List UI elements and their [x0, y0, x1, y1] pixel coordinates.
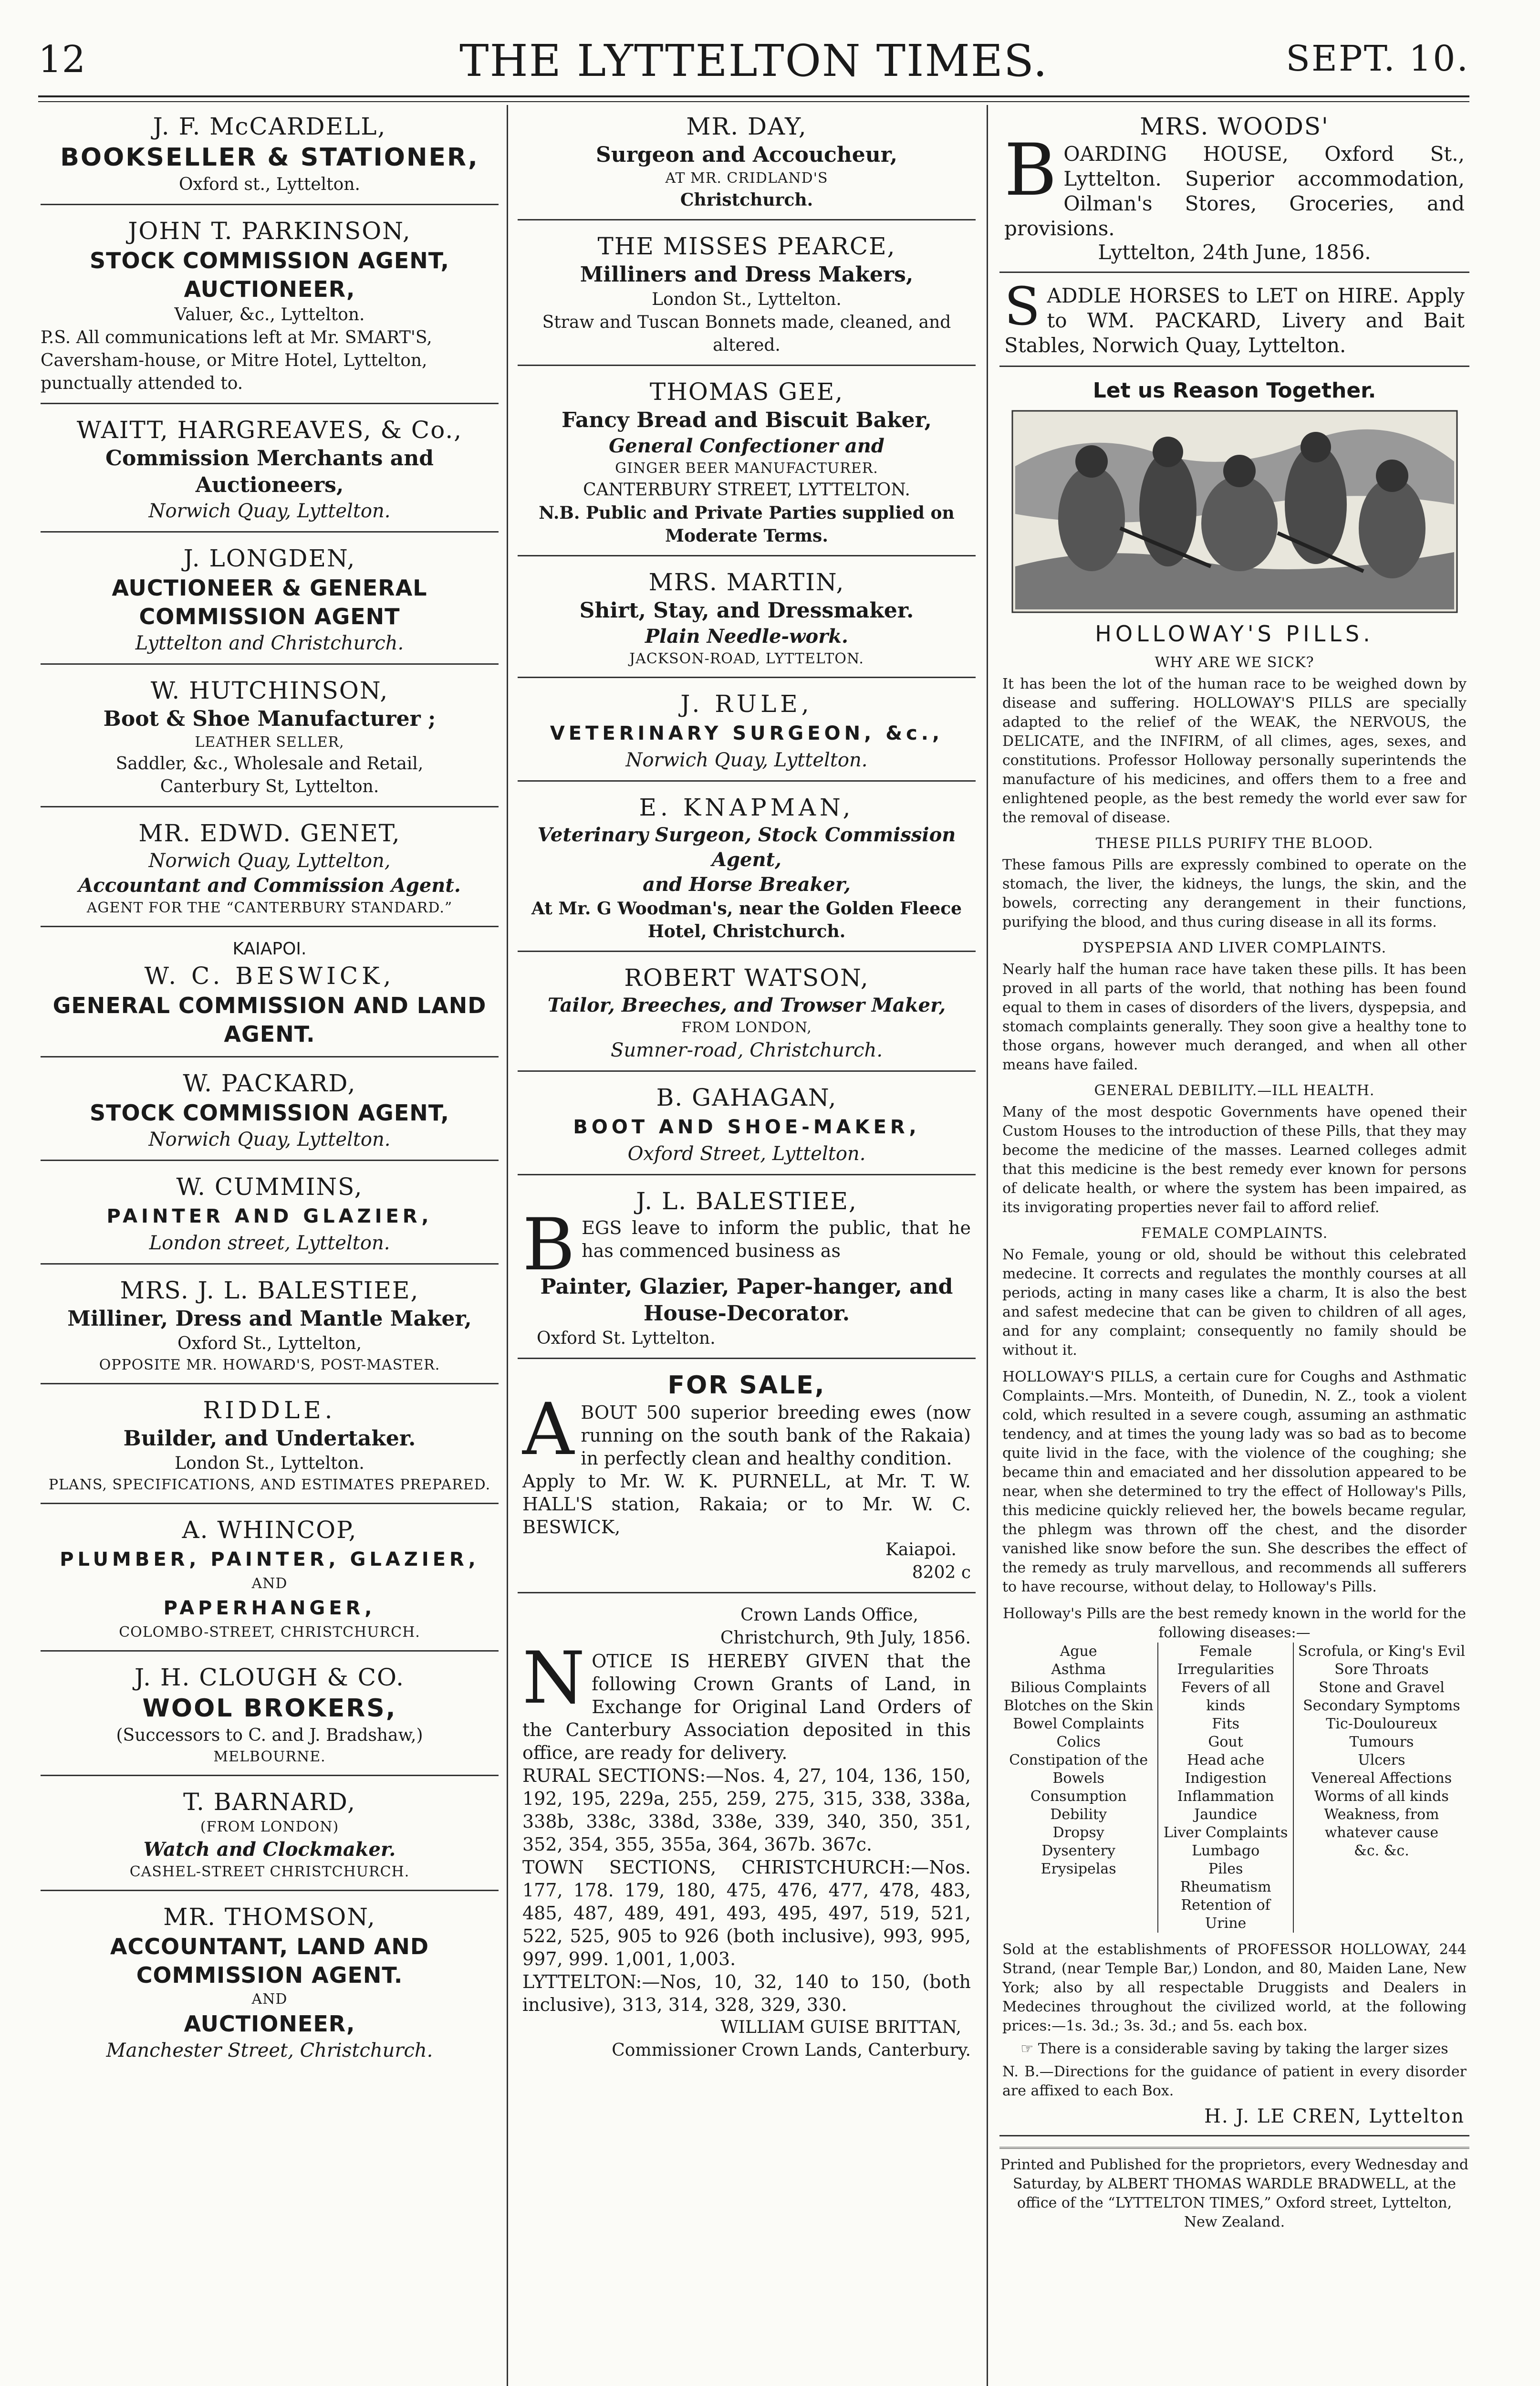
disease-item: Blotches on the Skin — [1003, 1697, 1154, 1714]
disease-item: Scrofula, or King's Evil — [1298, 1643, 1466, 1660]
ad-address: Lyttelton and Christchurch. — [135, 632, 404, 654]
notice-office: Crown Lands Office, — [740, 1605, 918, 1625]
diseases-intro: Holloway's Pills are the best remedy known in the world for the following diseases:— — [1003, 1605, 1466, 1641]
disease-item: Head ache — [1186, 1752, 1265, 1769]
disease-item: Weakness, from whatever cause — [1324, 1806, 1439, 1841]
ad-genet — [41, 814, 499, 927]
ad-balestiee-mrs — [41, 1271, 499, 1384]
ad-trade: Veterinary Surgeon, Stock Commission Agent, — [537, 824, 956, 871]
ad-name: MR. DAY, — [686, 113, 807, 140]
ad-riddle — [41, 1391, 499, 1504]
section-text: These famous Pills are expressly combined to operate on the stomach, the liver, the kidneys, the lungs, the skin, and the bowels, correcting any derangement in their functions, purifying the blood, and thus curing disease in all its forms. — [1002, 857, 1467, 931]
ad-name: J. F. McCARDELL, — [153, 113, 386, 140]
ad-line: AGENT FOR THE “CANTERBURY STANDARD.” — [86, 900, 453, 916]
drop-cap: N — [522, 1637, 585, 1720]
ad-name: J. H. CLOUGH & CO. — [135, 1664, 405, 1691]
notice-town: TOWN SECTIONS, CHRISTCHURCH:—Nos. 177, 178. 179, 180, 475, 476, 477, 478, 483, 485, 487, 489, 491, 493, 495, 497, 519, 521, 522, 525, 905 to 926 (both inclusive), 993, 995, 997, 999. 1,001, 1,003. — [522, 1857, 971, 1969]
ad-cummins — [41, 1168, 499, 1265]
ad-date: Lyttelton, 24th June, 1856. — [1098, 241, 1371, 264]
ad-text: OARDING HOUSE, Oxford St., Lyttelton. Superior accommodation, Oilman's Stores, Groceries, and provisions. — [1004, 142, 1465, 240]
ad-name: W. PACKARD, — [183, 1069, 356, 1097]
disease-item: Fevers of all kinds — [1181, 1679, 1270, 1714]
printer-imprint: Printed and Published for the proprietors, every Wednesday and Saturday, by ALBERT THOMAS WARDLE BRADWELL, at the office of the “LYTTELTON TIMES,” Oxford street, Lyttelton, New Zealand. — [999, 2147, 1469, 2232]
ad-trade: BOOKSELLER & STATIONER, — [60, 143, 479, 172]
ad-name: MRS. WOODS' — [1140, 113, 1329, 140]
disease-item: Constipation of the Bowels — [1009, 1752, 1148, 1787]
ad-address: JACKSON-ROAD, LYTTELTON. — [629, 650, 864, 667]
ad-trade-2: PAPERHANGER, — [163, 1597, 376, 1619]
ad-martin — [518, 563, 976, 678]
ad-trade: Shirt, Stay, and Dressmaker. — [579, 598, 914, 623]
ad-name: J. LONGDEN, — [183, 544, 356, 572]
ad-clough — [41, 1658, 499, 1776]
disease-item: Stone and Gravel — [1319, 1679, 1445, 1696]
ad-longden — [41, 539, 499, 665]
ad-line: Plain Needle-work. — [645, 625, 848, 648]
ad-text: EGS leave to inform the public, that he has commenced business as — [582, 1217, 971, 1261]
disease-item: Venereal Affections — [1311, 1770, 1452, 1787]
sales-text: Sold at the establishments of PROFESSOR HOLLOWAY, 244 Strand, (near Temple Bar,) London, and 80, Maiden Lane, New York; also by all respectable Druggists and Dealers in Medecines throughout the civilized world, at the following prices:—1s. 3d.; 3s. 3d.; and 5s. each box. — [1002, 1941, 1467, 2034]
ad-body — [999, 129, 1469, 241]
ad-address: CANTERBURY STREET, LYTTELTON. — [583, 480, 910, 500]
ad-mccardell — [41, 107, 499, 205]
agent-name: H. J. LE CREN, Lyttelton — [1204, 2105, 1465, 2127]
disease-item: Dropsy — [1052, 1824, 1104, 1841]
ad-line: FROM LONDON, — [681, 1019, 812, 1036]
ad-address: Norwich Quay, Lyttelton. — [148, 500, 391, 522]
ad-text: BOUT 500 superior breeding ewes (now running on the south bank of the Rakaia) in perfectly clean and healthy condition. — [581, 1402, 971, 1469]
ad-trade-2: Valuer, &c., Lyttelton. — [174, 305, 365, 324]
ad-trade: STOCK COMMISSION AGENT, AUCTIONEER, — [89, 248, 450, 302]
ad-and: AND — [251, 1575, 288, 1592]
section-text: It has been the lot of the human race to be weighed down by disease and suffering. HOLLOWAY'S PILLS are specially adapted to the relief of the WEAK, the NERVOUS, the DELICATE, and the INFIRM, of all climes, ages, sexes, and constitutions. Professor Holloway personally superintends the manufacture of his medicines, and offers them to a free and enlightened people, as the best remedy the world ever saw for the removal of disease. — [1002, 676, 1467, 826]
disease-item: &c. &c. — [1354, 1842, 1409, 1859]
saving-note — [999, 2040, 1469, 2059]
ad-address: Norwich Quay, Lyttelton. — [148, 1129, 391, 1151]
ad-gee — [518, 373, 976, 556]
diseases-column-c — [1293, 1643, 1469, 1933]
disease-item: Bowel Complaints — [1013, 1716, 1145, 1732]
disease-item: Colics — [1056, 1734, 1101, 1750]
disease-item: Consumption — [1030, 1788, 1127, 1805]
ad-name: T. BARNARD, — [183, 1788, 356, 1816]
ad-heading: FOR SALE, — [667, 1371, 826, 1400]
section-text: Many of the most despotic Governments have opened their Custom Houses to the introduction of these Pills, that they may become the medicine of the masses. Learned colleges admit that this medicine is the best remedy ever known for persons of delicate health, or where the system has been impaired, as its invigorating properties never fail to afford relief. — [1002, 1104, 1467, 1216]
issue-date: SEPT. 10. — [1286, 38, 1469, 79]
ad-line: and Horse Breaker, — [643, 873, 851, 896]
ad-name: W. CUMMINS, — [176, 1173, 363, 1201]
ad-name: MRS. J. L. BALESTIEE, — [120, 1277, 419, 1304]
ad-name: ROBERT WATSON, — [624, 964, 869, 992]
ad-balestiee — [518, 1182, 976, 1359]
ad-line: (Successors to C. and J. Bradshaw,) — [116, 1726, 423, 1745]
disease-item: Female Irregularities — [1177, 1643, 1274, 1678]
ad-rule — [518, 685, 976, 782]
ad-body — [518, 1203, 976, 1287]
ad-trade: Tailor, Breeches, and Trowser Maker, — [547, 994, 946, 1016]
ad-trade: GENERAL COMMISSION AND LAND AGENT. — [52, 993, 487, 1047]
ad-waitt — [41, 411, 499, 533]
disease-item: Debility — [1050, 1806, 1107, 1823]
ad-name: W. HUTCHINSON, — [150, 677, 389, 704]
ad-line-2: Saddler, &c., Wholesale and Retail, — [115, 754, 424, 774]
notice-rural: RURAL SECTIONS:—Nos. 4, 27, 104, 136, 150, 192, 195, 229a, 255, 259, 275, 315, 338, 338a, 338b, 338c, 338d, 338e, 339, 340, 350, 351, 352, 354, 355, 355a, 364, 367b. 367c. — [522, 1765, 971, 1855]
disease-item: Indigestion — [1185, 1770, 1267, 1787]
ad-trade: Surgeon and Accoucheur, — [595, 143, 898, 167]
ad-address: London St., Lyttelton. — [652, 290, 842, 309]
ad-gahagan — [518, 1078, 976, 1175]
disease-item: Asthma — [1051, 1661, 1106, 1678]
ad-name: B. GAHAGAN, — [656, 1084, 837, 1111]
ad-address: Norwich Quay, Lyttelton. — [625, 749, 868, 771]
disease-item: Retention of Urine — [1181, 1897, 1270, 1932]
ad-and: AND — [251, 1991, 288, 2008]
ad-pearce — [518, 227, 976, 366]
newspaper-title: THE LYTTELTON TIMES. — [459, 35, 1048, 86]
pointing-hand-icon: ☞ — [1020, 2041, 1034, 2057]
ad-body — [999, 276, 1469, 358]
ad-name: MR. THOMSON, — [163, 1903, 376, 1931]
section-text: No Female, young or old, should be without this celebrated medecine. It corrects and regulates the monthly courses at all periods, acting in many cases like a charm, It is also the best and safest medecine that can be given to children of all ages, and for any complaint; consequently no family should be without it. — [1002, 1246, 1467, 1359]
ad-body — [518, 1388, 976, 1471]
ad-address: London St., Lyttelton. — [175, 1454, 364, 1473]
ad-trade: BOOT AND SHOE-MAKER, — [573, 1116, 920, 1138]
notice-text: OTICE IS HEREBY GIVEN that the following Crown Grants of Land, in Exchange for Original Land Orders of the Canterbury Association deposited in this office, are ready for delivery. — [522, 1651, 971, 1763]
disease-item: Fits — [1212, 1716, 1240, 1732]
ad-address: London street, Lyttelton. — [149, 1232, 390, 1254]
disease-item: Secondary Symptoms — [1303, 1697, 1460, 1714]
ad-line: (FROM LONDON) — [200, 1819, 339, 1835]
disease-item: Bilious Complaints — [1010, 1679, 1147, 1696]
ad-line: Straw and Tuscan Bonnets made, cleaned, and altered. — [542, 313, 951, 355]
column-3 — [999, 107, 1469, 2386]
disease-item: Jaundice — [1194, 1806, 1258, 1823]
ad-hutchinson — [41, 671, 499, 807]
disease-item: Piles — [1208, 1861, 1243, 1877]
ad-name: A. WHINCOP, — [182, 1516, 357, 1544]
ad-name: JOHN T. PARKINSON, — [128, 217, 411, 245]
column-rule-1 — [507, 105, 508, 2386]
ad-name: J. L. BALESTIEE, — [636, 1187, 857, 1215]
ad-address: CASHEL-STREET CHRISTCHURCH. — [129, 1863, 410, 1880]
ad-line: General Confectioner and — [609, 435, 884, 457]
ad-name: J. RULE, — [680, 690, 813, 718]
ad-trade: Fancy Bread and Biscuit Baker, — [562, 408, 932, 432]
disease-item: Ague — [1060, 1643, 1097, 1660]
ad-note: P.S. All communications left at Mr. SMART'S, Caversham-house, or Mitre Hotel, Lyttelton, punctually attended to. — [41, 328, 432, 393]
column-2 — [518, 107, 976, 2386]
ad-address: Oxford St. Lyttelton. — [537, 1329, 716, 1348]
ad-beswick — [41, 934, 499, 1057]
drop-cap: S — [1004, 276, 1041, 337]
ad-name: RIDDLE. — [203, 1396, 336, 1424]
ad-packard — [41, 1064, 499, 1161]
section-heading: THESE PILLS PURIFY THE BLOOD. — [1095, 835, 1374, 852]
ad-trade: Watch and Clockmaker. — [143, 1838, 396, 1861]
disease-item: Dysentery — [1041, 1842, 1115, 1859]
ad-line: AT MR. CRIDLAND'S — [665, 170, 828, 187]
section-heading: DYSPEPSIA AND LIVER COMPLAINTS. — [1082, 940, 1387, 956]
ad-trade: VETERINARY SURGEON, &c., — [550, 722, 944, 744]
ad-name: MR. EDWD. GENET, — [138, 819, 401, 847]
notice-signer-title: Commissioner Crown Lands, Canterbury. — [612, 2041, 971, 2060]
ad-line-2: GINGER BEER MANUFACTURER. — [615, 460, 878, 477]
ad-trade: PLUMBER, PAINTER, GLAZIER, — [60, 1549, 479, 1570]
diseases-table — [999, 1643, 1469, 1933]
ad-holloway — [999, 374, 1469, 2136]
ad-heading: Let us Reason Together. — [1093, 378, 1376, 403]
ad-trade: AUCTIONEER & GENERAL COMMISSION AGENT — [112, 575, 427, 629]
disease-item: Rheumatism — [1180, 1879, 1271, 1895]
ad-name: THE MISSES PEARCE, — [597, 232, 896, 260]
ad-trade: STOCK COMMISSION AGENT, — [89, 1100, 450, 1126]
ad-ref: 8202 c — [912, 1563, 971, 1582]
disease-item: Liver Complaints — [1163, 1824, 1288, 1841]
ad-address: Christchurch. — [680, 190, 813, 210]
ad-address: At Mr. G Woodman's, near the Golden Fleece Hotel, Christchurch. — [531, 899, 962, 942]
ad-for-sale — [518, 1366, 976, 1593]
ad-name: THOMAS GEE, — [649, 378, 844, 406]
ad-thomson — [41, 1898, 499, 2071]
ad-text-2: Apply to WM. PACKARD, Livery and Bait Stables, Norwich Quay, Lyttelton. — [1004, 284, 1465, 357]
ad-whincop — [41, 1511, 499, 1652]
directions-note: N. B.—Directions for the guidance of patient in every disorder are affixed to each Box. — [1002, 2063, 1467, 2099]
ad-note: N.B. Public and Private Parties supplied on Moderate Terms. — [539, 503, 955, 546]
drop-cap: A — [522, 1388, 574, 1471]
ad-barnard — [41, 1783, 499, 1891]
section-heading: WHY ARE WE SICK? — [1155, 654, 1314, 671]
ad-watson — [518, 959, 976, 1072]
ad-place: Kaiapoi. — [885, 1540, 957, 1559]
ad-trade: Builder, and Undertaker. — [123, 1426, 416, 1451]
disease-item: Ulcers — [1358, 1752, 1405, 1769]
section-text: Nearly half the human race have taken these pills. It has been proved in all parts of the world, that nothing has been found equal to them in cases of disorders of the livers, dyspepsia, and stomach complaints generally. They soon give a healthy tone to those organs, however much deranged, and when all other means have failed. — [1002, 961, 1467, 1073]
disease-item: Worms of all kinds — [1314, 1788, 1449, 1805]
ad-address: Oxford St., Lyttelton, — [177, 1334, 362, 1353]
saving-text: There is a considerable saving by taking the larger sizes — [1038, 2041, 1448, 2057]
column-1 — [41, 107, 499, 2386]
disease-item: Sore Throats — [1334, 1661, 1429, 1678]
ad-address: COLOMBO-STREET, CHRISTCHURCH. — [119, 1624, 420, 1641]
ad-place: KAIAPOI. — [232, 939, 307, 959]
ad-trade: Accountant and Commission Agent. — [78, 874, 461, 897]
ad-day — [518, 107, 976, 220]
notice-date: Christchurch, 9th July, 1856. — [720, 1628, 971, 1648]
testimonial-text: HOLLOWAY'S PILLS, a certain cure for Coughs and Asthmatic Complaints.—Mrs. Monteith, of Dunedin, N. Z., took a violent cold, which resulted in a severe cough, assuming an asthmatic tendency, and at times the young lady was so bad as to become quite livid in the face, with the violence of the coughing; she became thin and emaciated and her dissolution appeared to be near, when she determined to try the effect of Holloway's Pills, this medicine quickly relieved her, the bowels became regular, the phlegm was thrown off the chest, and the disorder vanished like snow before the sun. She describes the effect of the remedy as truly marvellous, and recommends all sufferers to have recourse, without delay, to Holloway's Pills. — [1002, 1369, 1467, 1595]
masthead-rule — [38, 95, 1469, 97]
diseases-column-a — [999, 1643, 1158, 1933]
ad-name: W. C. BESWICK, — [144, 962, 395, 990]
ad-address: Oxford st., Lyttelton. — [179, 175, 360, 194]
drop-cap: B — [1004, 129, 1057, 212]
section-heading: FEMALE COMPLAINTS. — [1141, 1225, 1328, 1242]
masthead-rule-thin — [38, 101, 1469, 102]
ad-trade-2: AUCTIONEER, — [184, 2011, 355, 2037]
ad-trade: Painter, Glazier, Paper-hanger, and House-Decorator. — [540, 1275, 953, 1326]
ad-address: Norwich Quay, Lyttelton, — [148, 850, 391, 872]
ad-trade: WOOL BROKERS, — [142, 1694, 397, 1723]
ad-line: PLANS, SPECIFICATIONS, AND ESTIMATES PREPARED. — [48, 1476, 491, 1493]
disease-item: Inflammation — [1177, 1788, 1274, 1805]
disease-item: Erysipelas — [1041, 1861, 1116, 1877]
diseases-column-b — [1158, 1643, 1293, 1933]
disease-item: Gout — [1208, 1734, 1243, 1750]
ad-name: MRS. MARTIN, — [648, 568, 845, 596]
ad-address: Sumner-road, Christchurch. — [610, 1039, 883, 1061]
masthead — [38, 29, 1469, 86]
ad-name: WAITT, HARGREAVES, & Co., — [76, 416, 463, 444]
ad-parkinson — [41, 212, 499, 404]
ad-line: OPPOSITE MR. HOWARD'S, POST-MASTER. — [99, 1357, 440, 1373]
ad-trade: Boot & Shoe Manufacturer ; — [103, 707, 436, 731]
engraving-illustration — [1010, 409, 1459, 614]
column-rule-2 — [987, 105, 988, 2386]
ad-trade: Milliner, Dress and Mantle Maker, — [67, 1307, 472, 1331]
notice-lyttelton: LYTTELTON:—Nos, 10, 32, 140 to 150, (both inclusive), 313, 314, 328, 329, 330. — [522, 1971, 971, 2015]
drop-cap: B — [522, 1203, 575, 1287]
notice-crown-lands — [518, 1600, 976, 2070]
ad-name: E. KNAPMAN, — [639, 794, 854, 821]
ad-address: Oxford Street, Lyttelton. — [627, 1143, 866, 1165]
ad-text-2: Apply to Mr. W. K. PURNELL, at Mr. T. W. HALL'S station, Rakaia; or to Mr. W. C. BESWICK, — [522, 1471, 971, 1538]
ad-title: HOLLOWAY'S PILLS. — [1095, 621, 1374, 647]
disease-item: Tic-Douloureux — [1326, 1716, 1437, 1732]
ad-address: MELBOURNE. — [213, 1748, 326, 1765]
disease-item: Lumbago — [1192, 1842, 1260, 1859]
page-number: 12 — [38, 38, 86, 81]
section-heading: GENERAL DEBILITY.—ILL HEALTH. — [1094, 1082, 1375, 1099]
ad-address: Manchester Street, Christchurch. — [106, 2040, 433, 2062]
ad-line: LEATHER SELLER, — [195, 734, 344, 751]
ad-trade: Commission Merchants and Auctioneers, — [105, 446, 434, 497]
ad-saddle-horses — [999, 276, 1469, 367]
ad-knapman — [518, 788, 976, 952]
disease-item: Tumours — [1349, 1734, 1414, 1750]
notice-signer: WILLIAM GUISE BRITTAN, — [720, 2018, 961, 2037]
ad-address: Canterbury St, Lyttelton. — [160, 777, 379, 796]
ad-woods — [999, 107, 1469, 273]
ad-trade: PAINTER AND GLAZIER, — [106, 1205, 433, 1227]
ad-trade: ACCOUNTANT, LAND AND COMMISSION AGENT. — [110, 1934, 429, 1988]
ad-trade: Milliners and Dress Makers, — [580, 262, 914, 287]
ad-text: ADDLE HORSES to LET on HIRE. — [1047, 284, 1399, 307]
